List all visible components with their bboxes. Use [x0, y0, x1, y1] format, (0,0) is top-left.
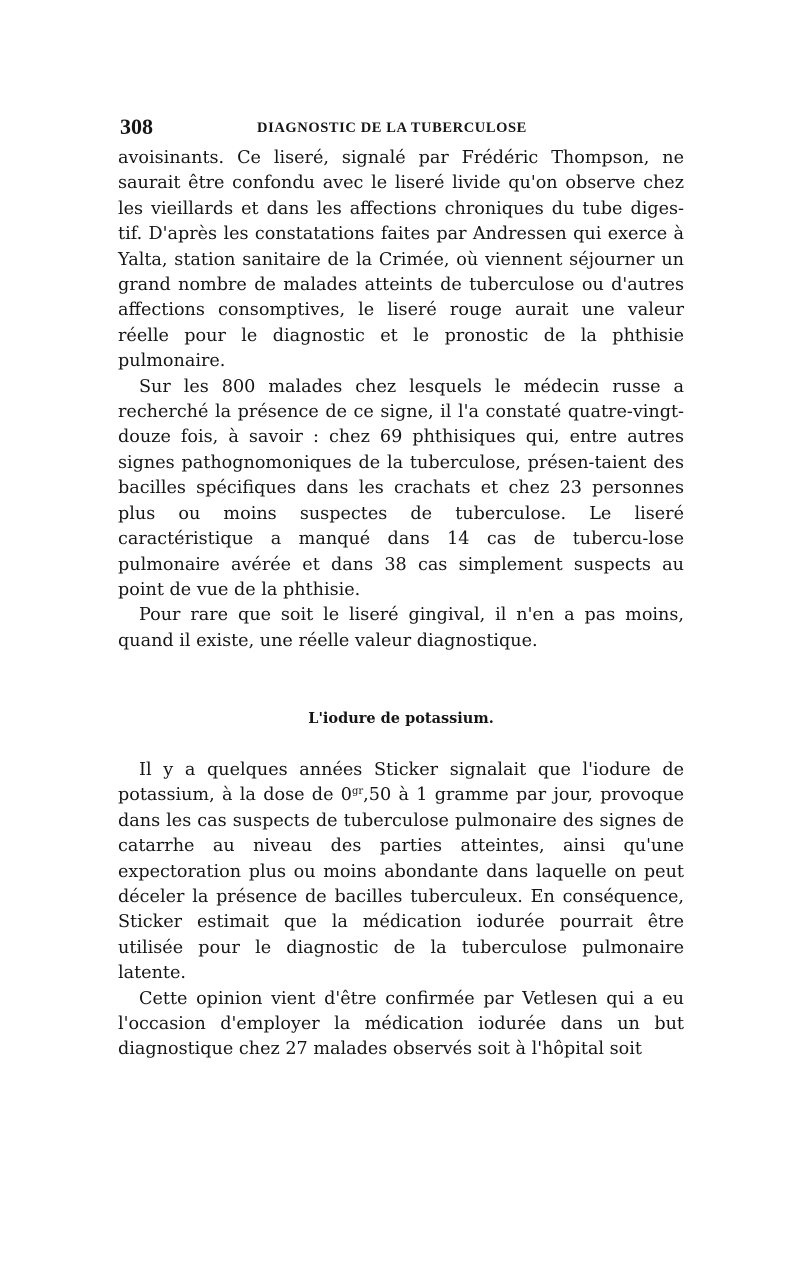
paragraph-andressen-statistics: Sur les 800 malades chez lesquels le médecin russe a recherché la présence de ce signe, il l'a constaté quatre-vingt-douze fois, à savoir : chez 69 phthisiques qui, entre autres signes pathognomoniques de la tuberculose, présen-taient des bacilles spécifiques dans les crachats et chez 23 personnes plus ou moins suspectes de tuberculose. Le liseré caractéristique a manqué dans 14 cas de tubercu-lose pulmonaire avérée et dans 38 cas simplement suspects au point de vue de la phthisie.	[118, 376, 684, 600]
text-before-dose: Il y a quelques années Sticker signalait que l'iodure de potassium, à la dose de 0	[118, 760, 684, 806]
paragraph-continued: avoisinants. Ce liseré, signalé par Frédéric Thompson, ne saurait être confondu avec le liseré livide qu'on observe chez les vieillards et dans les affections chroniques du tube diges-tif. D'après les constatations faites par Andressen qui exerce à Yalta, station sanitaire de la Crimée, où viennent séjourner un grand nombre de malades atteints de tuberculose ou d'autres affections consomptives, le liseré rouge aurait une valeur réelle pour le diagnostic et le pronostic de la phthisie pulmonaire.	[118, 148, 684, 372]
paragraph-vetlesen: Cette opinion vient d'être confirmée par Vetlesen qui a eu l'occasion d'employer la médication iodurée dans un but diagnostique chez 27 malades observés soit à l'hôpital soit	[118, 988, 684, 1060]
text-after-dose: ,50 à 1 gramme par jour, provoque dans les cas suspects de tuberculose pulmonaire des signes de catarrhe au niveau des parties atteintes, ainsi qu'une expectoration plus ou moins abondante dans laquelle on peut déceler la présence de bacilles tuberculeux. En conséquence, Sticker estimait que la médication iodurée pourrait être utilisée pour le diagnostic de la tuberculose pulmonaire latente.	[118, 785, 684, 984]
paragraph-sticker	[118, 758, 684, 987]
liseré-section	[118, 146, 684, 654]
dose-unit-superscript: gr	[351, 786, 364, 798]
paragraph-liseré-value: Pour rare que soit le liseré gingival, il n'en a pas moins, quand il existe, une réelle valeur diagnostique.	[118, 605, 684, 651]
page-header	[120, 112, 684, 142]
section-heading: L'iodure de potassium.	[308, 710, 494, 727]
running-title: DIAGNOSTIC DE LA TUBERCULOSE	[257, 120, 527, 136]
page-number: 308	[120, 114, 153, 139]
iodure-section	[118, 758, 684, 1063]
